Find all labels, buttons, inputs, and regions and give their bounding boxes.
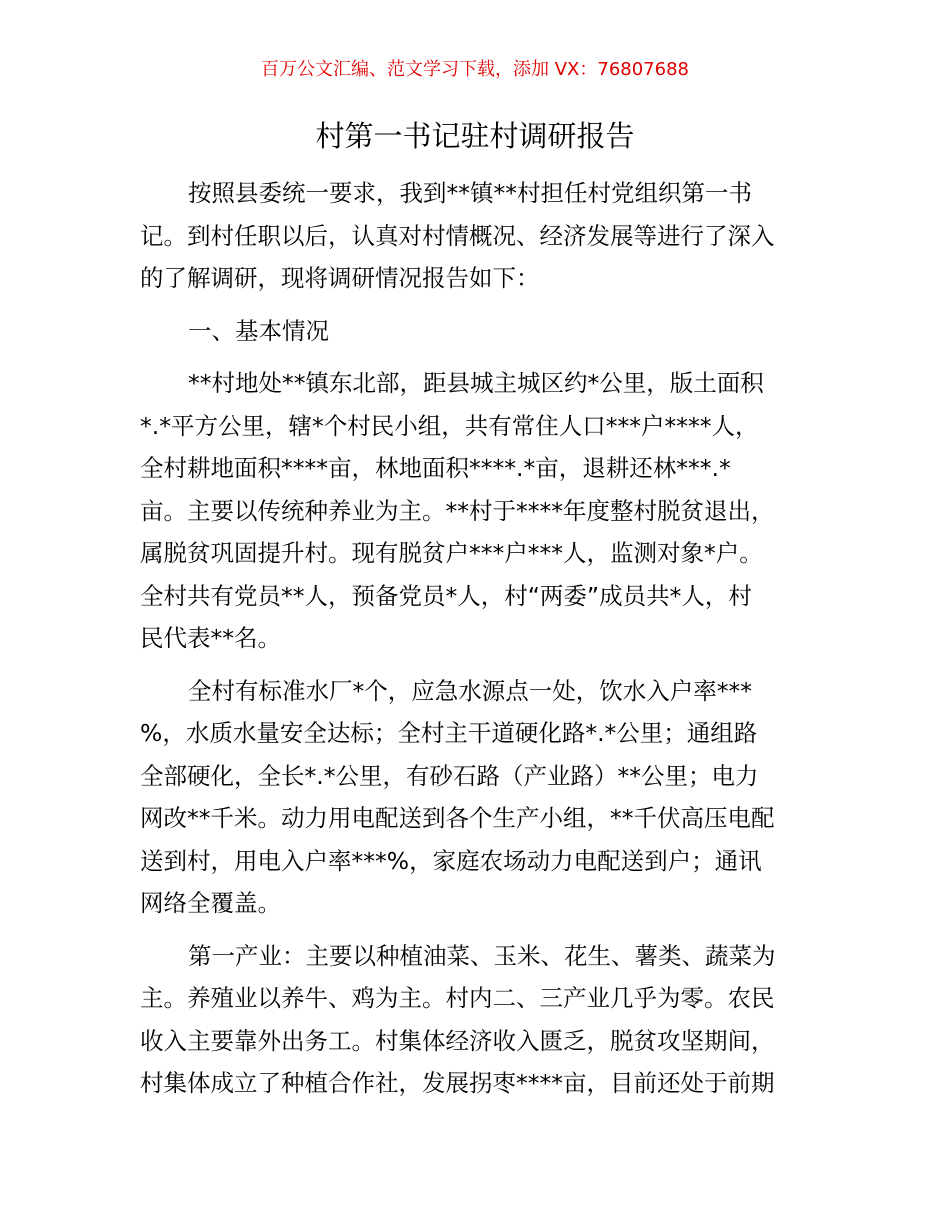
section-heading: 一、基本情况 — [188, 316, 329, 345]
paragraph-line: 主。养殖业以养牛、鸡为主。村内二、三产业几乎为零。农民 — [140, 984, 775, 1012]
paragraph-line: 民代表**名。 — [140, 624, 281, 652]
paragraph-line: 全村共有党员**人，预备党员*人，村“两委”成员共*人，村 — [140, 581, 752, 610]
document-title: 村第一书记驻村调研报告 — [315, 119, 635, 153]
paragraph-line: 第一产业：主要以种植油菜、玉米、花生、薯类、蔬菜为 — [188, 941, 776, 970]
paragraph-line: 网改**千米。动力用电配送到各个生产小组，**千伏高压电配 — [140, 804, 775, 832]
paragraph-line: 全村有标准水厂*个，应急水源点一处，饮水入户率*** — [188, 676, 752, 705]
paragraph-intro — [140, 172, 812, 300]
paragraph-village-overview — [140, 362, 812, 660]
paragraph-line: %，水质水量安全达标；全村主干道硬化路*.*公里；通组路 — [140, 719, 758, 747]
paragraph-line: *.*平方公里，辖*个村民小组，共有常住人口***户****人， — [140, 411, 759, 440]
paragraph-line: 按照县委统一要求，我到**镇**村担任村党组织第一书 — [188, 179, 752, 207]
paragraph-line: 属脱贫巩固提升村。现有脱贫户***户***人，监测对象*户。 — [140, 539, 763, 567]
paragraph-line: 全部硬化，全长*.*公里，有砂石路（产业路）**公里；电力 — [140, 761, 759, 790]
paragraph-line: 收入主要靠外出务工。村集体经济收入匮乏，脱贫攻坚期间， — [140, 1026, 775, 1055]
paragraph-line: 全村耕地面积****亩，林地面积****.*亩，退耕还林***.* — [140, 454, 731, 482]
paragraph-line: 记。到村任职以后，认真对村情概况、经济发展等进行了深入 — [140, 221, 775, 250]
paragraph-line: 的了解调研，现将调研情况报告如下： — [140, 264, 540, 292]
paragraph-industry — [140, 935, 812, 1105]
paragraph-infrastructure — [140, 670, 812, 925]
paragraph-line: 送到村，用电入户率***%，家庭农场动力电配送到户；通讯 — [140, 846, 762, 875]
paragraph-line: **村地处**镇东北部，距县城主城区约*公里，版土面积 — [188, 369, 764, 397]
paragraph-line: 村集体成立了种植合作社，发展拐枣****亩，目前还处于前期 — [140, 1069, 775, 1097]
section-heading-basic-info — [140, 310, 812, 353]
document-body — [140, 172, 812, 1115]
paragraph-line: 网络全覆盖。 — [140, 889, 281, 917]
watermark-banner: 百万公文汇编、范文学习下载，添加 VX：76807688 — [261, 59, 689, 80]
paragraph-line: 亩。主要以传统种养业为主。**村于****年度整村脱贫退出， — [140, 496, 775, 525]
